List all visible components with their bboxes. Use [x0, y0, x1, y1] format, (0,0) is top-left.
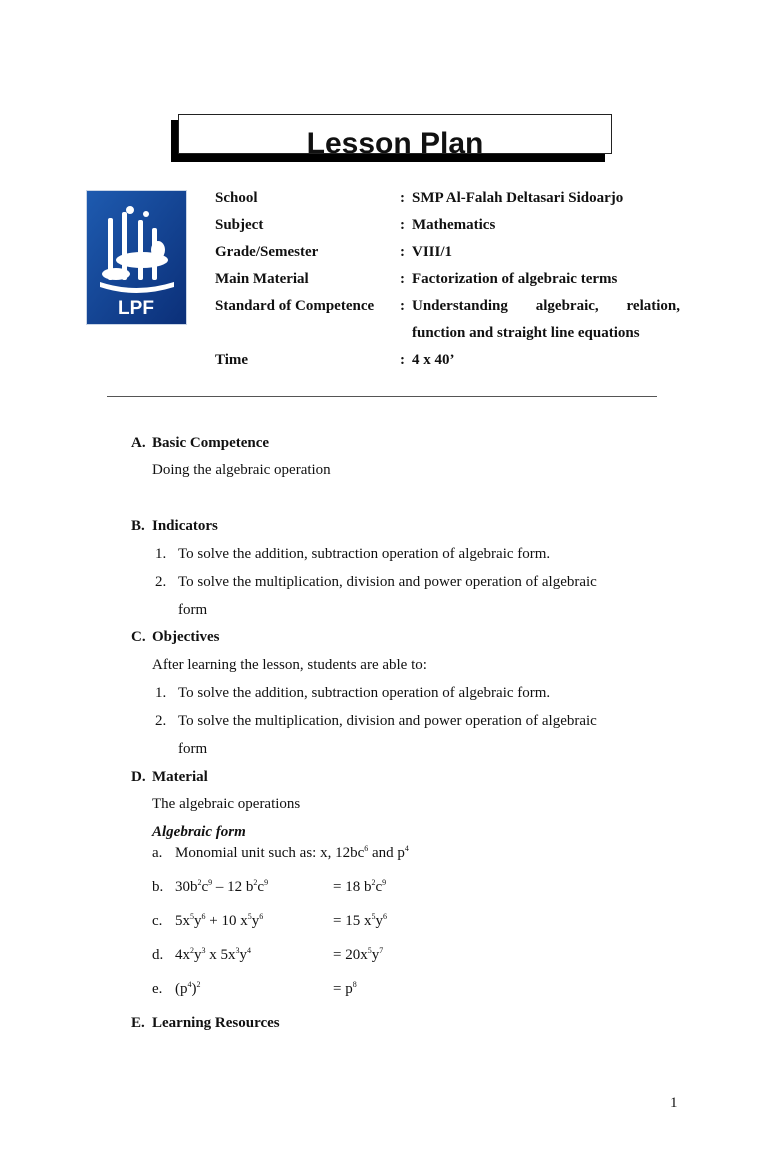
section-d-subtitle: Algebraic form	[152, 824, 246, 840]
section-e-title: Learning Resources	[152, 1015, 280, 1031]
info-colon: :	[400, 190, 405, 206]
info-value-standard-cont: function and straight line equations	[412, 325, 640, 341]
school-logo	[86, 190, 187, 325]
page-number: 1	[670, 1095, 678, 1111]
info-label-school: School	[215, 190, 258, 206]
material-item-letter: d.	[152, 947, 164, 963]
page-title: Lesson Plan	[306, 127, 484, 154]
section-a-text: Doing the algebraic operation	[152, 462, 331, 478]
info-colon: :	[400, 352, 405, 368]
material-item-letter: e.	[152, 981, 163, 997]
indicator-text: To solve the multiplication, division and power operation of algebraic	[178, 574, 597, 590]
objective-text: To solve the multiplication, division and power operation of algebraic	[178, 713, 597, 729]
section-d-letter: D.	[131, 769, 146, 785]
section-c-intro: After learning the lesson, students are able to:	[152, 657, 427, 673]
section-e-letter: E.	[131, 1015, 145, 1031]
material-item-result: = $20x^5y^7$	[333, 946, 384, 963]
material-item-result: = 18 $b^2c^9$	[333, 878, 387, 895]
info-colon: :	[400, 217, 405, 233]
material-item-expression: $30b^2c^9 - 12$ $b^2c^9$	[175, 878, 269, 895]
info-colon: :	[400, 244, 405, 260]
indicator-text-cont: form	[178, 602, 208, 618]
info-colon: :	[400, 271, 405, 287]
section-d-title: Material	[152, 769, 208, 785]
info-value-subject: Mathematics	[412, 217, 496, 233]
info-label-grade: Grade/Semester	[215, 244, 319, 260]
info-value-grade: VIII/1	[412, 244, 453, 260]
material-item-letter: c.	[152, 913, 163, 929]
section-b-letter: B.	[131, 518, 145, 534]
info-label-standard: Standard of Competence	[215, 298, 375, 314]
indicator-number: 1.	[155, 546, 167, 562]
section-c-letter: C.	[131, 629, 146, 645]
info-colon: :	[400, 298, 405, 314]
logo-text: LPF	[118, 298, 154, 319]
material-item-result: = $p^8$	[333, 980, 357, 997]
material-item-expression: $4x^2y^3$ x $5x^3y^4$	[175, 946, 251, 963]
section-a-letter: A.	[131, 435, 146, 451]
material-item-letter: b.	[152, 879, 164, 895]
material-item-text: Monomial unit such as: x, $12bc^6$ and $p^4$	[175, 844, 409, 861]
material-item-expression: $5x^5y^6 + 10$ $x^5y^6$	[175, 912, 264, 929]
material-item-expression: $(p^4)^2$	[175, 980, 201, 997]
objective-text-cont: form	[178, 741, 208, 757]
info-value-time: 4 x 40’	[412, 352, 455, 368]
info-label-time: Time	[215, 352, 249, 368]
info-value-standard: Understanding algebraic, relation,	[412, 298, 680, 314]
info-value-school: SMP Al-Falah Deltasari Sidoarjo	[412, 190, 624, 206]
info-label-subject: Subject	[215, 217, 264, 233]
material-item-letter: a.	[152, 845, 163, 861]
objective-text: To solve the addition, subtraction operation of algebraic form.	[178, 685, 551, 701]
material-item-result: = 15 $x^5y^6$	[333, 912, 387, 929]
section-d-text: The algebraic operations	[152, 796, 301, 812]
info-value-main-material: Factorization of algebraic terms	[412, 271, 618, 287]
objective-number: 1.	[155, 685, 167, 701]
objective-number: 2.	[155, 713, 167, 729]
section-a-title: Basic Competence	[152, 435, 270, 451]
indicator-text: To solve the addition, subtraction operation of algebraic form.	[178, 546, 551, 562]
title-box	[178, 114, 612, 154]
info-label-main-material: Main Material	[215, 271, 309, 287]
indicator-number: 2.	[155, 574, 167, 590]
section-b-title: Indicators	[152, 518, 218, 534]
section-c-title: Objectives	[152, 629, 220, 645]
header-divider	[107, 396, 657, 397]
